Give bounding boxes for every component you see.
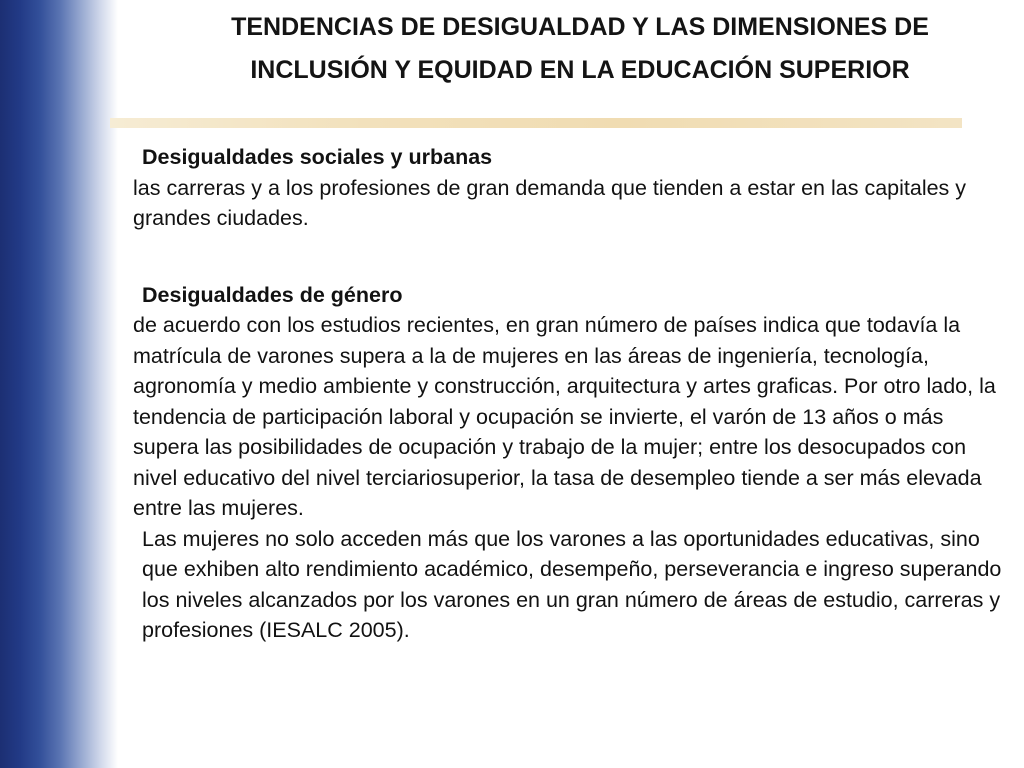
section-body-gender: de acuerdo con los estudios recientes, en gran número de países indica que todavía la matrícula de varones supera a la de mujeres en las áreas de ingeniería, tecnología, agronomía y medio ambiente y construcción, arquitectura y artes graficas. Por otro lado, la tendencia de participación laboral y ocupación se invierte, el varón de 13 años o más supera las posibilidades de ocupación y trabajo de la mujer; entre los desocupados con nivel educativo del nivel terciariosuperior, la tasa de desempleo tiende a ser más elevada entre las mujeres. xyxy=(133,313,996,520)
section-body-social-urban: las carreras y a los profesiones de gran demanda que tienden a estar en las capitales y grandes ciudades. xyxy=(133,175,967,230)
title-underline-rule xyxy=(110,118,962,128)
section-heading-gender: Desigualdades de género xyxy=(142,282,403,307)
section-spacer xyxy=(133,234,1013,280)
section-body-gender-women: Las mujeres no solo acceden más que los varones a las oportunidades educativas, sino que exhiben alto rendimiento académico, desempeño, perseverancia e ingreso superando los niveles alcanzados por los varones en un gran número de áreas de estudio, carreras y profesiones (IESALC 2005). xyxy=(142,526,1002,642)
section-heading-social-urban: Desigualdades sociales y urbanas xyxy=(142,145,493,169)
slide-body xyxy=(133,142,1013,646)
slide-title xyxy=(150,6,1010,92)
slide-title-line-2: INCLUSIÓN Y EQUIDAD EN LA EDUCACIÓN SUPERIOR xyxy=(250,56,910,84)
slide-title-line-1: TENDENCIAS DE DESIGUALDAD Y LAS DIMENSIONES DE xyxy=(231,13,929,41)
decorative-side-bar xyxy=(0,0,118,768)
